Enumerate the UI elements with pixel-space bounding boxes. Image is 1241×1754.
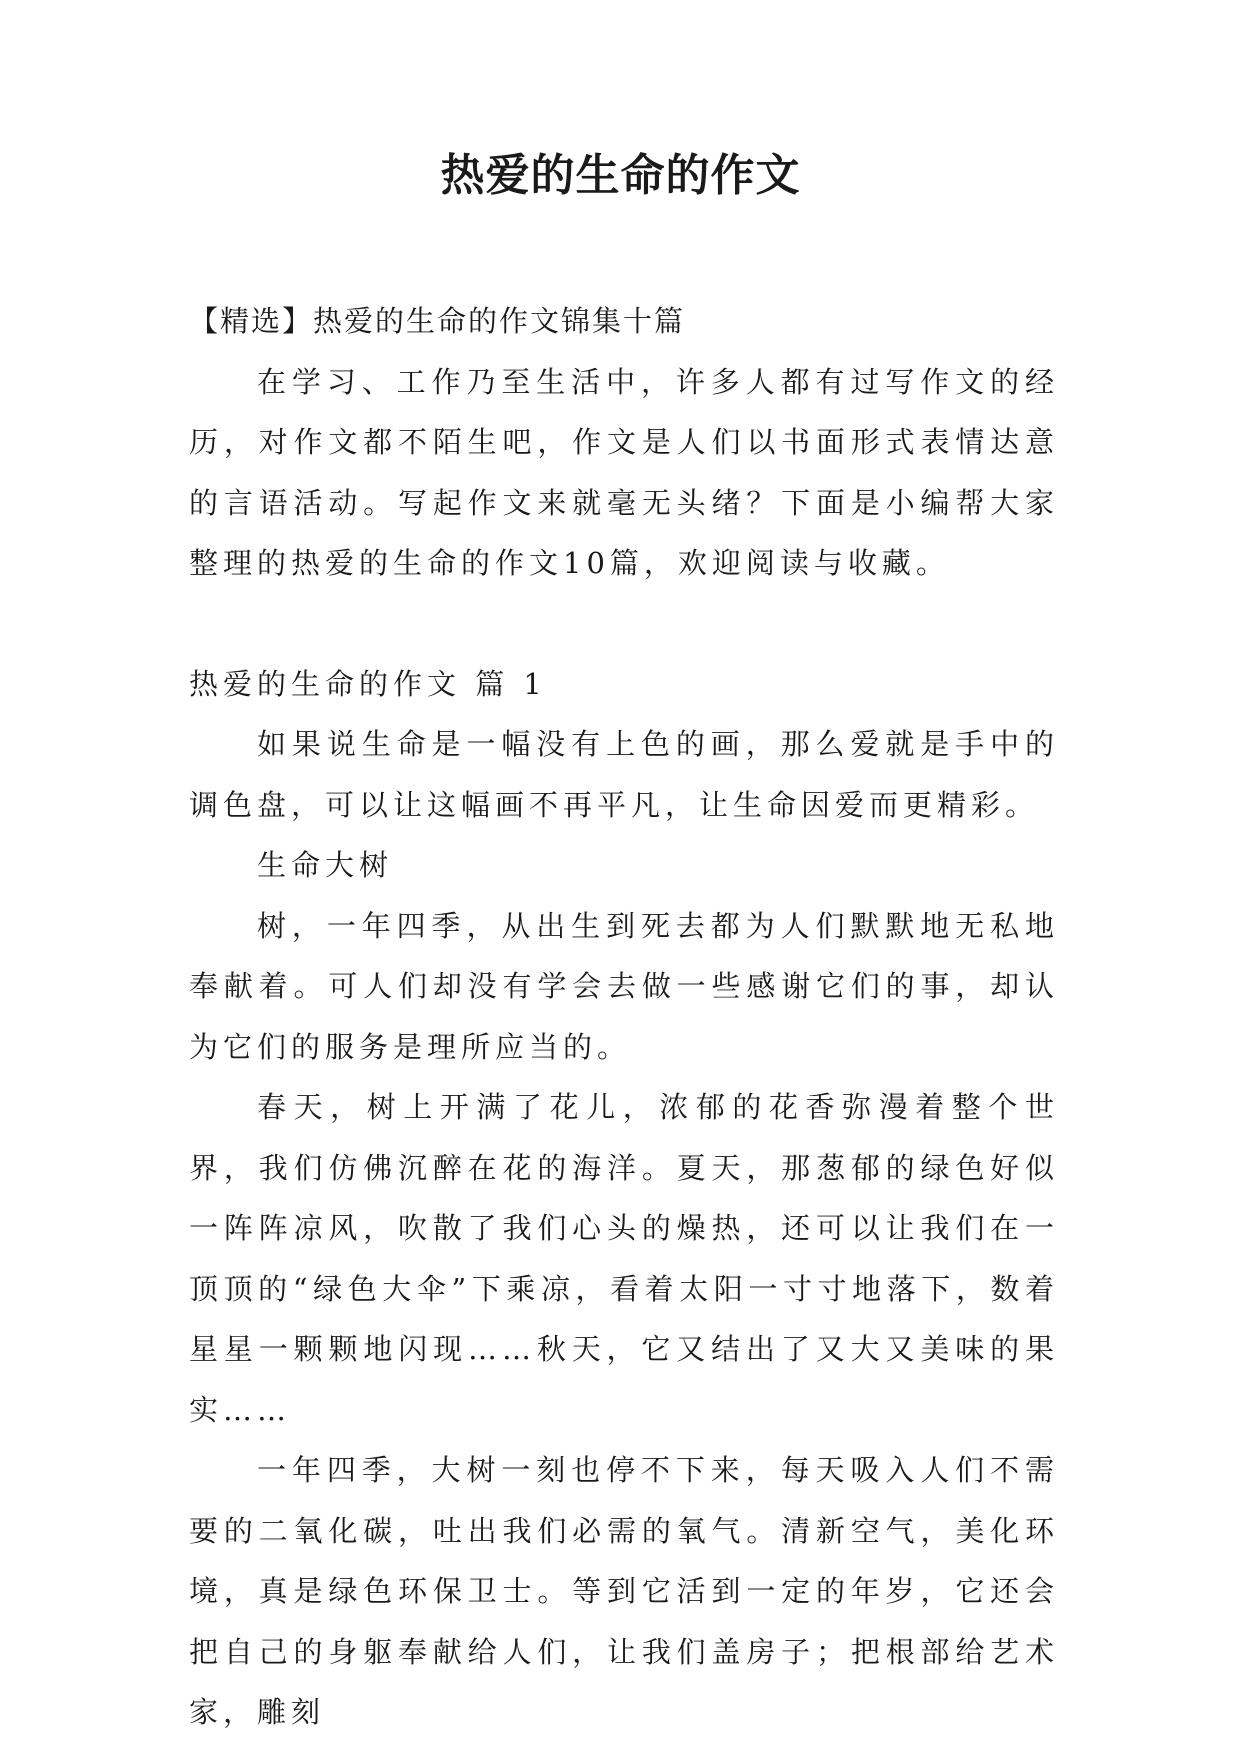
document-body: [189, 291, 1059, 1743]
intro-heading: 【精选】热爱的生命的作文锦集十篇: [189, 304, 686, 338]
subheading-paragraph: 生命大树: [257, 848, 394, 882]
body-paragraph: 一年四季，大树一刻也停不下来，每天吸入人们不需要的二氧化碳，吐出我们必需的氧气。清新空气，美化环境，真是绿色环保卫士。等到它活到一定的年岁，它还会把自己的身躯奉献给人们，让我们盖房子；把根部给艺术家，雕刻: [189, 1453, 1059, 1729]
intro-paragraph: 在学习、工作乃至生活中，许多人都有过写作文的经历，对作文都不陌生吧，作文是人们以书面形式表情达意的言语活动。写起作文来就毫无头绪？下面是小编帮大家整理的热爱的生命的作文10篇，欢迎阅读与收藏。: [189, 364, 1059, 580]
section-heading: 热爱的生命的作文 篇 1: [189, 666, 547, 701]
body-paragraph: 春天，树上开满了花儿，浓郁的花香弥漫着整个世界，我们仿佛沉醉在花的海洋。夏天，那葱郁的绿色好似一阵阵凉风，吹散了我们心头的燥热，还可以让我们在一顶顶的“绿色大伞”下乘凉，看着太阳一寸寸地落下，数着星星一颗颗地闪现……秋天，它又结出了又大又美味的果实……: [189, 1090, 1059, 1427]
body-paragraph: 如果说生命是一幅没有上色的画，那么爱就是手中的调色盘，可以让这幅画不再平凡，让生命因爱而更精彩。: [189, 727, 1059, 822]
body-paragraph: 树，一年四季，从出生到死去都为人们默默地无私地奉献着。可人们却没有学会去做一些感谢它们的事，却认为它们的服务是理所应当的。: [189, 908, 1059, 1064]
document-title: 热爱的生命的作文: [440, 150, 801, 201]
